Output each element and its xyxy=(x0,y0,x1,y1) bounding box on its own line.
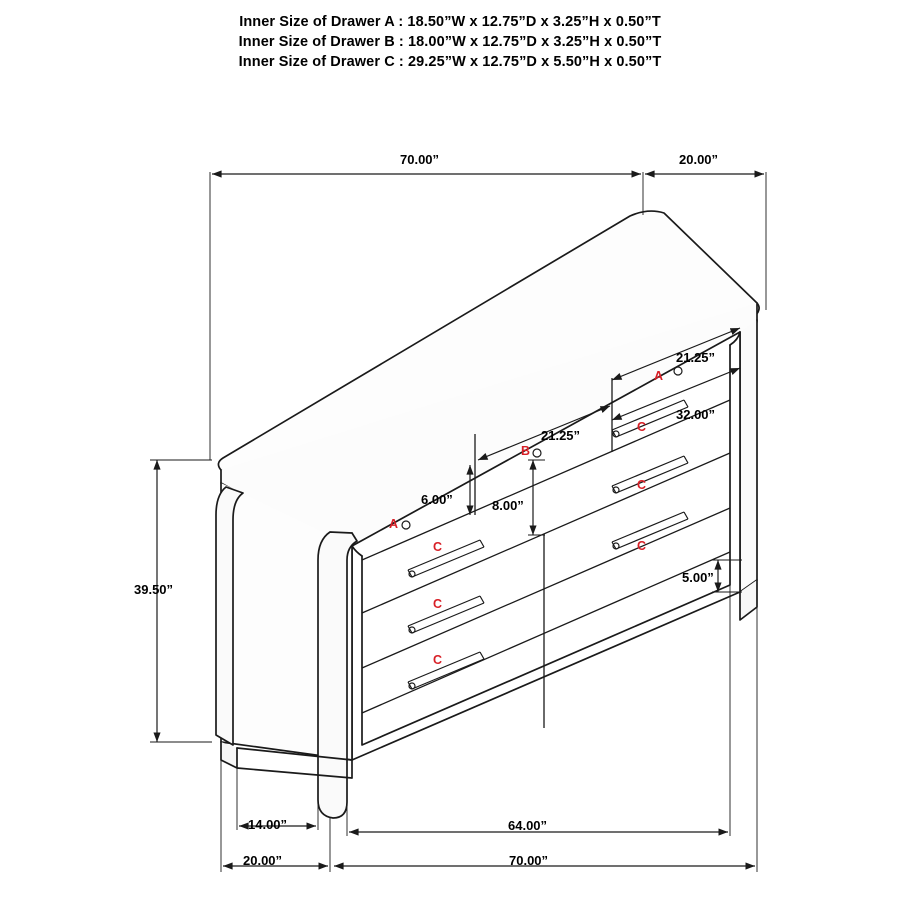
spec-line-c: Inner Size of Drawer C : 29.25”W x 12.75”D x 5.50”H x 0.50”T xyxy=(238,54,662,70)
drawer-tag-c-2: C xyxy=(637,478,647,492)
drawer-tag-a-left: A xyxy=(389,517,399,531)
dim-drawer-c-height: 8.00” xyxy=(492,498,524,513)
dim-height: 39.50” xyxy=(134,582,174,597)
dim-drawer-a-width: 21.25” xyxy=(676,350,716,365)
drawer-tag-a-right: A xyxy=(654,369,664,383)
spec-line-b: Inner Size of Drawer B : 18.00”W x 12.75”D x 3.25”H x 0.50”T xyxy=(238,34,662,50)
drawer-tag-c-1: C xyxy=(637,420,647,434)
drawer-tag-b: B xyxy=(521,444,531,458)
spec-line-a: Inner Size of Drawer A : 18.50”W x 12.75”D x 3.25”H x 0.50”T xyxy=(239,14,661,30)
dim-bottom-depth: 20.00” xyxy=(243,853,283,868)
dim-drawer-a-height: 6.00” xyxy=(421,492,453,507)
drawer-tag-c-6: C xyxy=(433,653,443,667)
dim-inner-width: 64.00” xyxy=(508,818,548,833)
dim-drawer-b-width: 21.25” xyxy=(541,428,581,443)
drawer-tag-c-5: C xyxy=(433,597,443,611)
dim-top-depth: 20.00” xyxy=(679,152,719,167)
dim-bottom-width: 70.00” xyxy=(509,853,549,868)
dim-panel-width: 32.00” xyxy=(676,407,716,422)
drawer-tag-c-3: C xyxy=(637,539,647,553)
drawer-tag-c-4: C xyxy=(433,540,443,554)
dim-leg-width: 14.00” xyxy=(248,817,288,832)
dim-base-inset: 5.00” xyxy=(682,570,714,585)
dim-top-width: 70.00” xyxy=(400,152,440,167)
